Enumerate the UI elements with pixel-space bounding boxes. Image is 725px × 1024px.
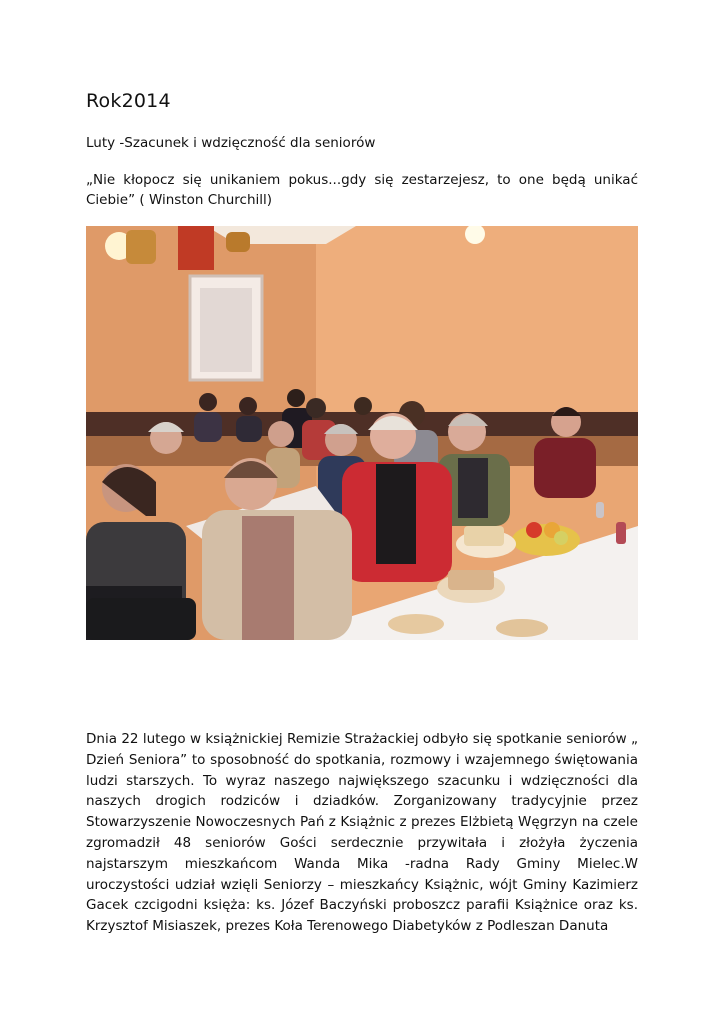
group-photo-icon — [86, 226, 638, 640]
section-subtitle: Luty -Szacunek i wdzięczność dla seniorów — [86, 135, 376, 151]
event-photo — [86, 226, 638, 640]
churchill-quote: „Nie kłopocz się unikaniem pokus...gdy się zestarzejesz, to one będą unikać Ciebie” ( Winston Churchill) — [86, 172, 638, 208]
article-body: Dnia 22 lutego w książnickiej Remizie Strażackiej odbyło się spotkanie seniorów „ Dzień Seniora” to sposobność do spotkania, rozmowy i wzajemnego świętowania ludzi starszych. To wyraz naszego największego szacunku i wdzięczności dla naszych drogich rodziców i dziadków. Zorganizowany tradycyjnie przez Stowarzyszenie Nowoczesnych Pań z Książnic z prezes Elżbietą Węgrzyn na czele zgromadził 48 seniorów Gości serdecznie przywitała i złożyła życzenia najstarszym mieszkańcom Wanda Mika -radna Rady Gminy Mielec.W uroczystości udział wzięli Seniorzy – mieszkańcy Książnic, wójt Gminy Kazimierz Gacek czcigodni księża: ks. Józef Baczyński proboszcz parafii Książnice oraz ks. Krzysztof Misiaszek, prezes Koła Terenowego Diabetyków z Podleszan Danuta — [86, 731, 638, 935]
year-heading: Rok2014 — [86, 90, 171, 112]
